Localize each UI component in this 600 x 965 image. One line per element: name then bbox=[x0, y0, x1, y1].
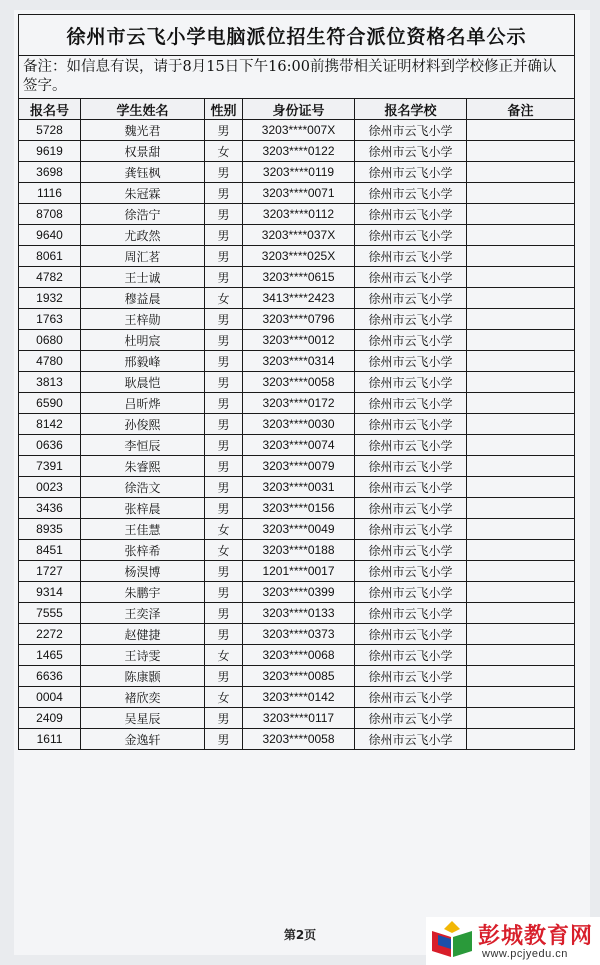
gender-cell: 男 bbox=[205, 582, 243, 603]
registration-no-cell: 1116 bbox=[19, 183, 81, 204]
gender-cell: 男 bbox=[205, 603, 243, 624]
gender-cell: 男 bbox=[205, 498, 243, 519]
registration-no-cell: 1932 bbox=[19, 288, 81, 309]
notice-text: 备注：如信息有误，请于8月15日下午16:00前携带相关证明材料到学校修正并确认签字。 bbox=[19, 56, 575, 99]
remark-cell bbox=[467, 414, 575, 435]
header-student-name: 学生姓名 bbox=[81, 99, 205, 120]
registration-no-cell: 5728 bbox=[19, 120, 81, 141]
gender-cell: 男 bbox=[205, 393, 243, 414]
remark-cell bbox=[467, 225, 575, 246]
school-cell: 徐州市云飞小学 bbox=[355, 162, 467, 183]
table-row bbox=[19, 141, 575, 162]
remark-cell bbox=[467, 477, 575, 498]
remark-cell bbox=[467, 309, 575, 330]
id-number-cell: 3203****0142 bbox=[243, 687, 355, 708]
school-cell: 徐州市云飞小学 bbox=[355, 267, 467, 288]
gender-cell: 男 bbox=[205, 624, 243, 645]
registration-no-cell: 2272 bbox=[19, 624, 81, 645]
school-cell: 徐州市云飞小学 bbox=[355, 183, 467, 204]
gender-cell: 男 bbox=[205, 708, 243, 729]
student-name-cell: 邢毅峰 bbox=[81, 351, 205, 372]
id-number-cell: 3203****0012 bbox=[243, 330, 355, 351]
gender-cell: 男 bbox=[205, 456, 243, 477]
watermark-site-name: 彭城教育网 bbox=[478, 924, 594, 949]
id-number-cell: 3203****025X bbox=[243, 246, 355, 267]
school-cell: 徐州市云飞小学 bbox=[355, 204, 467, 225]
registration-no-cell: 4782 bbox=[19, 267, 81, 288]
school-cell: 徐州市云飞小学 bbox=[355, 708, 467, 729]
gender-cell: 男 bbox=[205, 351, 243, 372]
remark-cell bbox=[467, 435, 575, 456]
table-row bbox=[19, 246, 575, 267]
school-cell: 徐州市云飞小学 bbox=[355, 498, 467, 519]
watermark-site-url: www.pcjyedu.cn bbox=[482, 948, 568, 960]
id-number-cell: 3203****0068 bbox=[243, 645, 355, 666]
table-row bbox=[19, 162, 575, 183]
remark-cell bbox=[467, 561, 575, 582]
id-number-cell: 3203****0615 bbox=[243, 267, 355, 288]
registration-no-cell: 8935 bbox=[19, 519, 81, 540]
registration-no-cell: 6590 bbox=[19, 393, 81, 414]
table-row bbox=[19, 540, 575, 561]
table-row bbox=[19, 414, 575, 435]
table-row bbox=[19, 624, 575, 645]
student-name-cell: 李恒辰 bbox=[81, 435, 205, 456]
student-name-cell: 王佳慧 bbox=[81, 519, 205, 540]
note-row bbox=[19, 56, 575, 99]
school-cell: 徐州市云飞小学 bbox=[355, 435, 467, 456]
registration-no-cell: 6636 bbox=[19, 666, 81, 687]
id-number-cell: 3203****0117 bbox=[243, 708, 355, 729]
student-name-cell: 杨淏博 bbox=[81, 561, 205, 582]
gender-cell: 男 bbox=[205, 309, 243, 330]
school-cell: 徐州市云飞小学 bbox=[355, 582, 467, 603]
remark-cell bbox=[467, 267, 575, 288]
student-name-cell: 褚欣奕 bbox=[81, 687, 205, 708]
remark-cell bbox=[467, 540, 575, 561]
id-number-cell: 3203****0031 bbox=[243, 477, 355, 498]
table-row bbox=[19, 477, 575, 498]
school-cell: 徐州市云飞小学 bbox=[355, 351, 467, 372]
school-cell: 徐州市云飞小学 bbox=[355, 729, 467, 750]
registration-no-cell: 0680 bbox=[19, 330, 81, 351]
remark-cell bbox=[467, 393, 575, 414]
admission-list-table bbox=[18, 14, 575, 750]
id-number-cell: 3203****0058 bbox=[243, 729, 355, 750]
school-cell: 徐州市云飞小学 bbox=[355, 309, 467, 330]
student-name-cell: 穆益晨 bbox=[81, 288, 205, 309]
id-number-cell: 3203****0119 bbox=[243, 162, 355, 183]
registration-no-cell: 8451 bbox=[19, 540, 81, 561]
header-row bbox=[19, 99, 575, 120]
registration-no-cell: 0023 bbox=[19, 477, 81, 498]
student-name-cell: 张梓晨 bbox=[81, 498, 205, 519]
table-row bbox=[19, 603, 575, 624]
table-row bbox=[19, 393, 575, 414]
student-name-cell: 周汇茗 bbox=[81, 246, 205, 267]
school-cell: 徐州市云飞小学 bbox=[355, 624, 467, 645]
remark-cell bbox=[467, 582, 575, 603]
remark-cell bbox=[467, 645, 575, 666]
title-row bbox=[19, 15, 575, 56]
school-cell: 徐州市云飞小学 bbox=[355, 456, 467, 477]
remark-cell bbox=[467, 456, 575, 477]
gender-cell: 男 bbox=[205, 561, 243, 582]
id-number-cell: 3203****007X bbox=[243, 120, 355, 141]
gender-cell: 男 bbox=[205, 183, 243, 204]
school-cell: 徐州市云飞小学 bbox=[355, 288, 467, 309]
id-number-cell: 3203****0156 bbox=[243, 498, 355, 519]
registration-no-cell: 9640 bbox=[19, 225, 81, 246]
header-remark: 备注 bbox=[467, 99, 575, 120]
remark-cell bbox=[467, 246, 575, 267]
remark-cell bbox=[467, 603, 575, 624]
student-name-cell: 朱鹏宇 bbox=[81, 582, 205, 603]
id-number-cell: 3203****0133 bbox=[243, 603, 355, 624]
gender-cell: 男 bbox=[205, 435, 243, 456]
student-name-cell: 王士诚 bbox=[81, 267, 205, 288]
school-cell: 徐州市云飞小学 bbox=[355, 477, 467, 498]
remark-cell bbox=[467, 498, 575, 519]
remark-cell bbox=[467, 687, 575, 708]
student-name-cell: 魏光君 bbox=[81, 120, 205, 141]
gender-cell: 女 bbox=[205, 141, 243, 162]
header-school: 报名学校 bbox=[355, 99, 467, 120]
registration-no-cell: 1611 bbox=[19, 729, 81, 750]
id-number-cell: 3203****0172 bbox=[243, 393, 355, 414]
registration-no-cell: 1727 bbox=[19, 561, 81, 582]
student-name-cell: 王梓勋 bbox=[81, 309, 205, 330]
id-number-cell: 3203****0314 bbox=[243, 351, 355, 372]
registration-no-cell: 1763 bbox=[19, 309, 81, 330]
student-name-cell: 吕昕烨 bbox=[81, 393, 205, 414]
student-name-cell: 龚钰枫 bbox=[81, 162, 205, 183]
remark-cell bbox=[467, 162, 575, 183]
document-sheet bbox=[14, 10, 590, 955]
remark-cell bbox=[467, 204, 575, 225]
student-name-cell: 孙俊熙 bbox=[81, 414, 205, 435]
id-number-cell: 3203****0074 bbox=[243, 435, 355, 456]
table-row bbox=[19, 498, 575, 519]
gender-cell: 男 bbox=[205, 477, 243, 498]
student-name-cell: 朱冠霖 bbox=[81, 183, 205, 204]
id-number-cell: 3203****0058 bbox=[243, 372, 355, 393]
document-title: 徐州市云飞小学电脑派位招生符合派位资格名单公示 bbox=[19, 15, 575, 56]
gender-cell: 男 bbox=[205, 330, 243, 351]
registration-no-cell: 0004 bbox=[19, 687, 81, 708]
school-cell: 徐州市云飞小学 bbox=[355, 414, 467, 435]
school-cell: 徐州市云飞小学 bbox=[355, 519, 467, 540]
id-number-cell: 3203****0085 bbox=[243, 666, 355, 687]
table-row bbox=[19, 120, 575, 141]
registration-no-cell: 4780 bbox=[19, 351, 81, 372]
remark-cell bbox=[467, 141, 575, 162]
gender-cell: 女 bbox=[205, 645, 243, 666]
school-cell: 徐州市云飞小学 bbox=[355, 372, 467, 393]
table-row bbox=[19, 351, 575, 372]
gender-cell: 男 bbox=[205, 162, 243, 183]
id-number-cell: 3203****0188 bbox=[243, 540, 355, 561]
book-logo-icon bbox=[430, 919, 474, 959]
school-cell: 徐州市云飞小学 bbox=[355, 330, 467, 351]
table-row bbox=[19, 687, 575, 708]
registration-no-cell: 7555 bbox=[19, 603, 81, 624]
student-name-cell: 徐浩宁 bbox=[81, 204, 205, 225]
remark-cell bbox=[467, 666, 575, 687]
id-number-cell: 3203****037X bbox=[243, 225, 355, 246]
id-number-cell: 3203****0373 bbox=[243, 624, 355, 645]
gender-cell: 男 bbox=[205, 372, 243, 393]
id-number-cell: 3203****0112 bbox=[243, 204, 355, 225]
registration-no-cell: 9619 bbox=[19, 141, 81, 162]
school-cell: 徐州市云飞小学 bbox=[355, 393, 467, 414]
id-number-cell: 3203****0399 bbox=[243, 582, 355, 603]
registration-no-cell: 8142 bbox=[19, 414, 81, 435]
gender-cell: 女 bbox=[205, 540, 243, 561]
school-cell: 徐州市云飞小学 bbox=[355, 687, 467, 708]
remark-cell bbox=[467, 351, 575, 372]
student-name-cell: 耿晨恺 bbox=[81, 372, 205, 393]
id-number-cell: 3203****0122 bbox=[243, 141, 355, 162]
table-row bbox=[19, 435, 575, 456]
gender-cell: 男 bbox=[205, 120, 243, 141]
student-name-cell: 杜明宸 bbox=[81, 330, 205, 351]
remark-cell bbox=[467, 330, 575, 351]
student-name-cell: 赵健捷 bbox=[81, 624, 205, 645]
gender-cell: 男 bbox=[205, 267, 243, 288]
remark-cell bbox=[467, 729, 575, 750]
table-row bbox=[19, 456, 575, 477]
id-number-cell: 3203****0079 bbox=[243, 456, 355, 477]
table-row bbox=[19, 288, 575, 309]
gender-cell: 男 bbox=[205, 225, 243, 246]
gender-cell: 男 bbox=[205, 204, 243, 225]
id-number-cell: 3203****0049 bbox=[243, 519, 355, 540]
gender-cell: 男 bbox=[205, 666, 243, 687]
student-name-cell: 金逸轩 bbox=[81, 729, 205, 750]
student-name-cell: 权景甜 bbox=[81, 141, 205, 162]
school-cell: 徐州市云飞小学 bbox=[355, 561, 467, 582]
school-cell: 徐州市云飞小学 bbox=[355, 603, 467, 624]
id-number-cell: 3203****0071 bbox=[243, 183, 355, 204]
student-name-cell: 陈康颢 bbox=[81, 666, 205, 687]
student-name-cell: 张梓希 bbox=[81, 540, 205, 561]
header-registration-no: 报名号 bbox=[19, 99, 81, 120]
gender-cell: 女 bbox=[205, 519, 243, 540]
registration-no-cell: 3436 bbox=[19, 498, 81, 519]
registration-no-cell: 1465 bbox=[19, 645, 81, 666]
registration-no-cell: 0636 bbox=[19, 435, 81, 456]
gender-cell: 女 bbox=[205, 288, 243, 309]
school-cell: 徐州市云飞小学 bbox=[355, 540, 467, 561]
remark-cell bbox=[467, 624, 575, 645]
id-number-cell: 1201****0017 bbox=[243, 561, 355, 582]
table-row bbox=[19, 330, 575, 351]
student-name-cell: 朱睿熙 bbox=[81, 456, 205, 477]
school-cell: 徐州市云飞小学 bbox=[355, 246, 467, 267]
table-row bbox=[19, 561, 575, 582]
school-cell: 徐州市云飞小学 bbox=[355, 645, 467, 666]
page-number: 第2页 bbox=[283, 928, 317, 942]
table-row bbox=[19, 666, 575, 687]
school-cell: 徐州市云飞小学 bbox=[355, 141, 467, 162]
header-id-number: 身份证号 bbox=[243, 99, 355, 120]
id-number-cell: 3203****0796 bbox=[243, 309, 355, 330]
remark-cell bbox=[467, 519, 575, 540]
registration-no-cell: 3813 bbox=[19, 372, 81, 393]
registration-no-cell: 9314 bbox=[19, 582, 81, 603]
school-cell: 徐州市云飞小学 bbox=[355, 120, 467, 141]
student-name-cell: 徐浩文 bbox=[81, 477, 205, 498]
table-row bbox=[19, 372, 575, 393]
table-row bbox=[19, 729, 575, 750]
student-name-cell: 王诗雯 bbox=[81, 645, 205, 666]
remark-cell bbox=[467, 120, 575, 141]
gender-cell: 男 bbox=[205, 729, 243, 750]
table-row bbox=[19, 267, 575, 288]
remark-cell bbox=[467, 372, 575, 393]
table-row bbox=[19, 582, 575, 603]
table-row bbox=[19, 183, 575, 204]
student-name-cell: 尤政然 bbox=[81, 225, 205, 246]
registration-no-cell: 2409 bbox=[19, 708, 81, 729]
table-row bbox=[19, 309, 575, 330]
registration-no-cell: 3698 bbox=[19, 162, 81, 183]
remark-cell bbox=[467, 708, 575, 729]
table-row bbox=[19, 225, 575, 246]
table-row bbox=[19, 204, 575, 225]
school-cell: 徐州市云飞小学 bbox=[355, 225, 467, 246]
watermark-logo bbox=[426, 917, 600, 965]
gender-cell: 女 bbox=[205, 687, 243, 708]
remark-cell bbox=[467, 288, 575, 309]
registration-no-cell: 8708 bbox=[19, 204, 81, 225]
registration-no-cell: 8061 bbox=[19, 246, 81, 267]
header-gender: 性别 bbox=[205, 99, 243, 120]
gender-cell: 男 bbox=[205, 246, 243, 267]
id-number-cell: 3413****2423 bbox=[243, 288, 355, 309]
gender-cell: 男 bbox=[205, 414, 243, 435]
student-name-cell: 吴星辰 bbox=[81, 708, 205, 729]
school-cell: 徐州市云飞小学 bbox=[355, 666, 467, 687]
table-row bbox=[19, 708, 575, 729]
student-name-cell: 王奕泽 bbox=[81, 603, 205, 624]
id-number-cell: 3203****0030 bbox=[243, 414, 355, 435]
table-row bbox=[19, 645, 575, 666]
table-row bbox=[19, 519, 575, 540]
remark-cell bbox=[467, 183, 575, 204]
registration-no-cell: 7391 bbox=[19, 456, 81, 477]
